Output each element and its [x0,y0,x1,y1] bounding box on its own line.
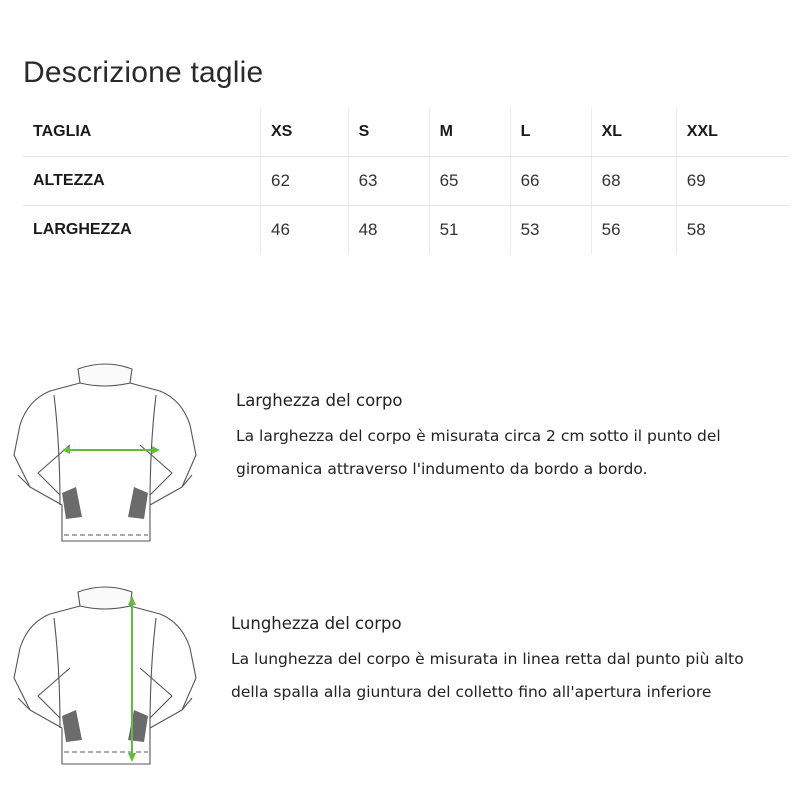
table-cell: 53 [510,206,591,255]
table-cell: 68 [591,157,676,206]
length-text-line-2: della spalla alla giuntura del colletto fino all'apertura inferiore [231,683,712,701]
sweater-width-icon [10,355,200,550]
table-row [23,206,789,255]
table-cell: 63 [348,157,429,206]
length-heading: Lunghezza del corpo [231,614,402,633]
row-label-width: LARGHEZZA [33,221,132,238]
table-cell: 48 [348,206,429,255]
header-xl: XL [591,108,676,157]
row-label-height: ALTEZZA [23,157,261,206]
left-cuff [62,710,82,742]
right-cuff [128,487,148,519]
table-cell: 62 [261,157,349,206]
length-description [231,614,796,709]
width-heading: Larghezza del corpo [236,391,403,410]
width-text-line-1: La larghezza del corpo è misurata circa 2 cm sotto il punto del [236,427,721,445]
table-row [23,157,789,206]
header-l: L [510,108,591,157]
width-text-line-2: giromanica attraverso l'indumento da bordo a bordo. [236,460,648,478]
table-cell: 58 [676,206,789,255]
header-m: M [429,108,510,157]
table-cell: 51 [429,206,510,255]
header-size: TAGLIA [23,108,261,157]
left-cuff [62,487,82,519]
table-cell: 66 [510,157,591,206]
sweater-length-icon [10,578,200,773]
size-table [23,108,789,254]
table-cell: 46 [261,206,349,255]
table-cell: 65 [429,157,510,206]
width-description [236,391,796,486]
table-header-row [23,108,789,157]
page-title: Descrizione taglie [23,56,264,89]
table-cell: 56 [591,206,676,255]
width-arrow [62,446,160,454]
header-xxl: XXL [676,108,789,157]
length-text-line-1: La lunghezza del corpo è misurata in linea retta dal punto più alto [231,650,744,668]
header-xs: XS [261,108,349,157]
table-cell: 69 [676,157,789,206]
header-s: S [348,108,429,157]
